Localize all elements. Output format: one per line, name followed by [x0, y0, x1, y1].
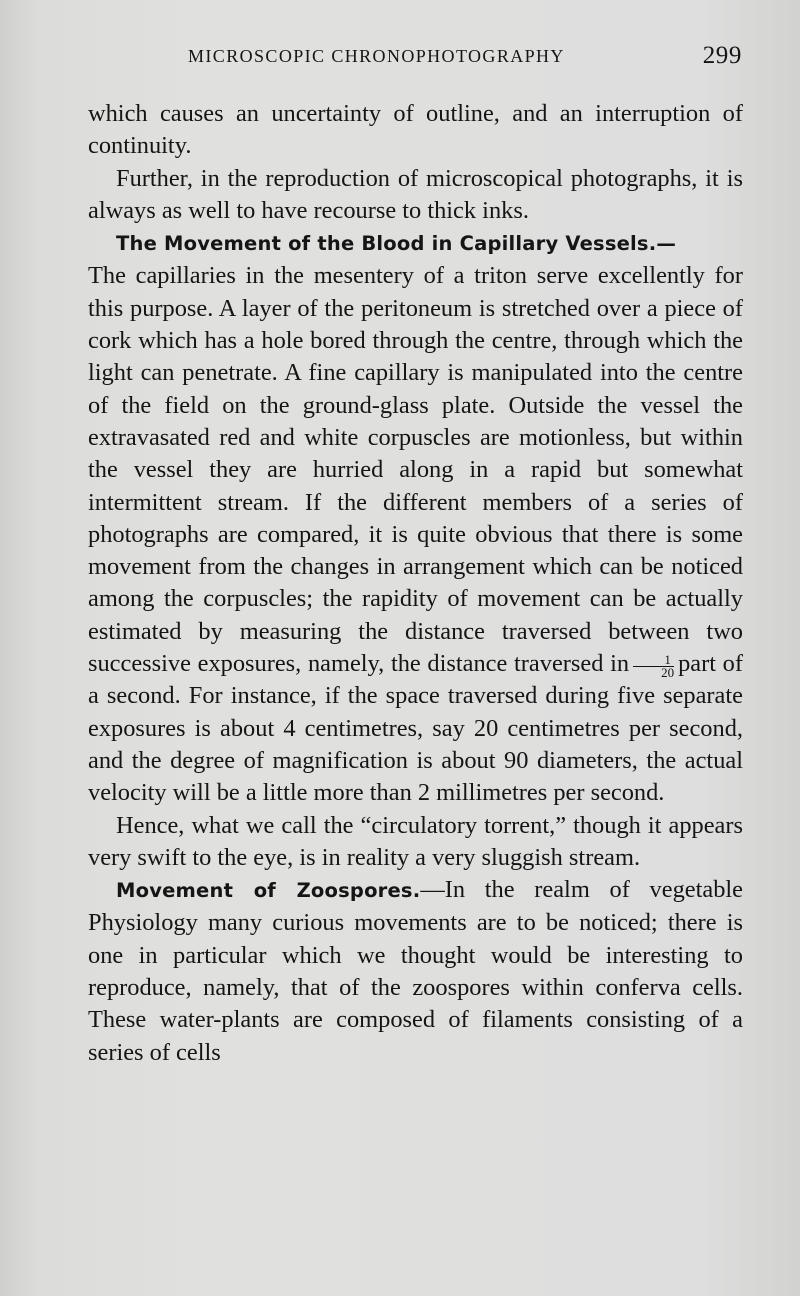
zoospores-text: —In the realm of vegetable Physiology many curious movements are to be noticed; there is one in particular which we thought would be interesting to reproduce, namely, that of the zoospores within conferva cells. These water-plants are composed of filaments consisting of a series of cells	[88, 876, 743, 1066]
paragraph-inks: Further, in the reproduction of microscopical photographs, it is always as well to have recourse to thick inks.	[88, 164, 743, 224]
body-text	[88, 98, 743, 1069]
paragraph-circulatory-torrent: Hence, what we call the “circulatory torrent,” though it appears very swift to the eye, is in reality a very sluggish stream.	[88, 811, 743, 871]
section-heading-zoospores: Movement of Zoospores.	[116, 879, 421, 903]
paragraph-zoospores	[88, 874, 743, 1069]
page-header	[88, 44, 742, 78]
paragraph-continuation: which causes an uncertainty of outline, and an interruption of continuity.	[88, 100, 743, 160]
page-number: 299	[702, 42, 742, 69]
blood-text-part1: The capillaries in the mesentery of a triton serve excellently for this purpose. A layer of the peritoneum is stretched over a piece of cork which has a hole bored through the centre, through which the light can penetrate. A fine capillary is manipulated into the centre of the field on the ground-glass plate. Outside the vessel the extravasated red and white corpuscles are motionless, but within the vessel they are hurried along in a rapid but somewhat intermittent stream. If the different members of a series of photographs are compared, it is quite obvious that there is some movement from the changes in arrangement which can be noticed among the corpuscles; the rapidity of movement can be actually estimated by measuring the distance traversed between two successive exposures, namely, the distance traversed in	[88, 262, 743, 678]
fraction-numerator: 1	[633, 654, 674, 667]
section-heading-blood: The Movement of the Blood in Capillary Vessels.—	[116, 232, 677, 256]
blood-text-part2: part of a second. For instance, if the space traversed during five separate exposures is about 4 centimetres, say 20 centimetres per second, and the degree of magnification is about 90 diameters, the actual velocity will be a little more than 2 millimetres per second.	[88, 650, 743, 807]
fraction	[633, 654, 674, 679]
running-head: MICROSCOPIC CHRONOPHOTOGRAPHY	[188, 46, 565, 66]
fraction-denominator: 20	[661, 665, 675, 681]
paragraph-blood-movement	[88, 227, 743, 809]
